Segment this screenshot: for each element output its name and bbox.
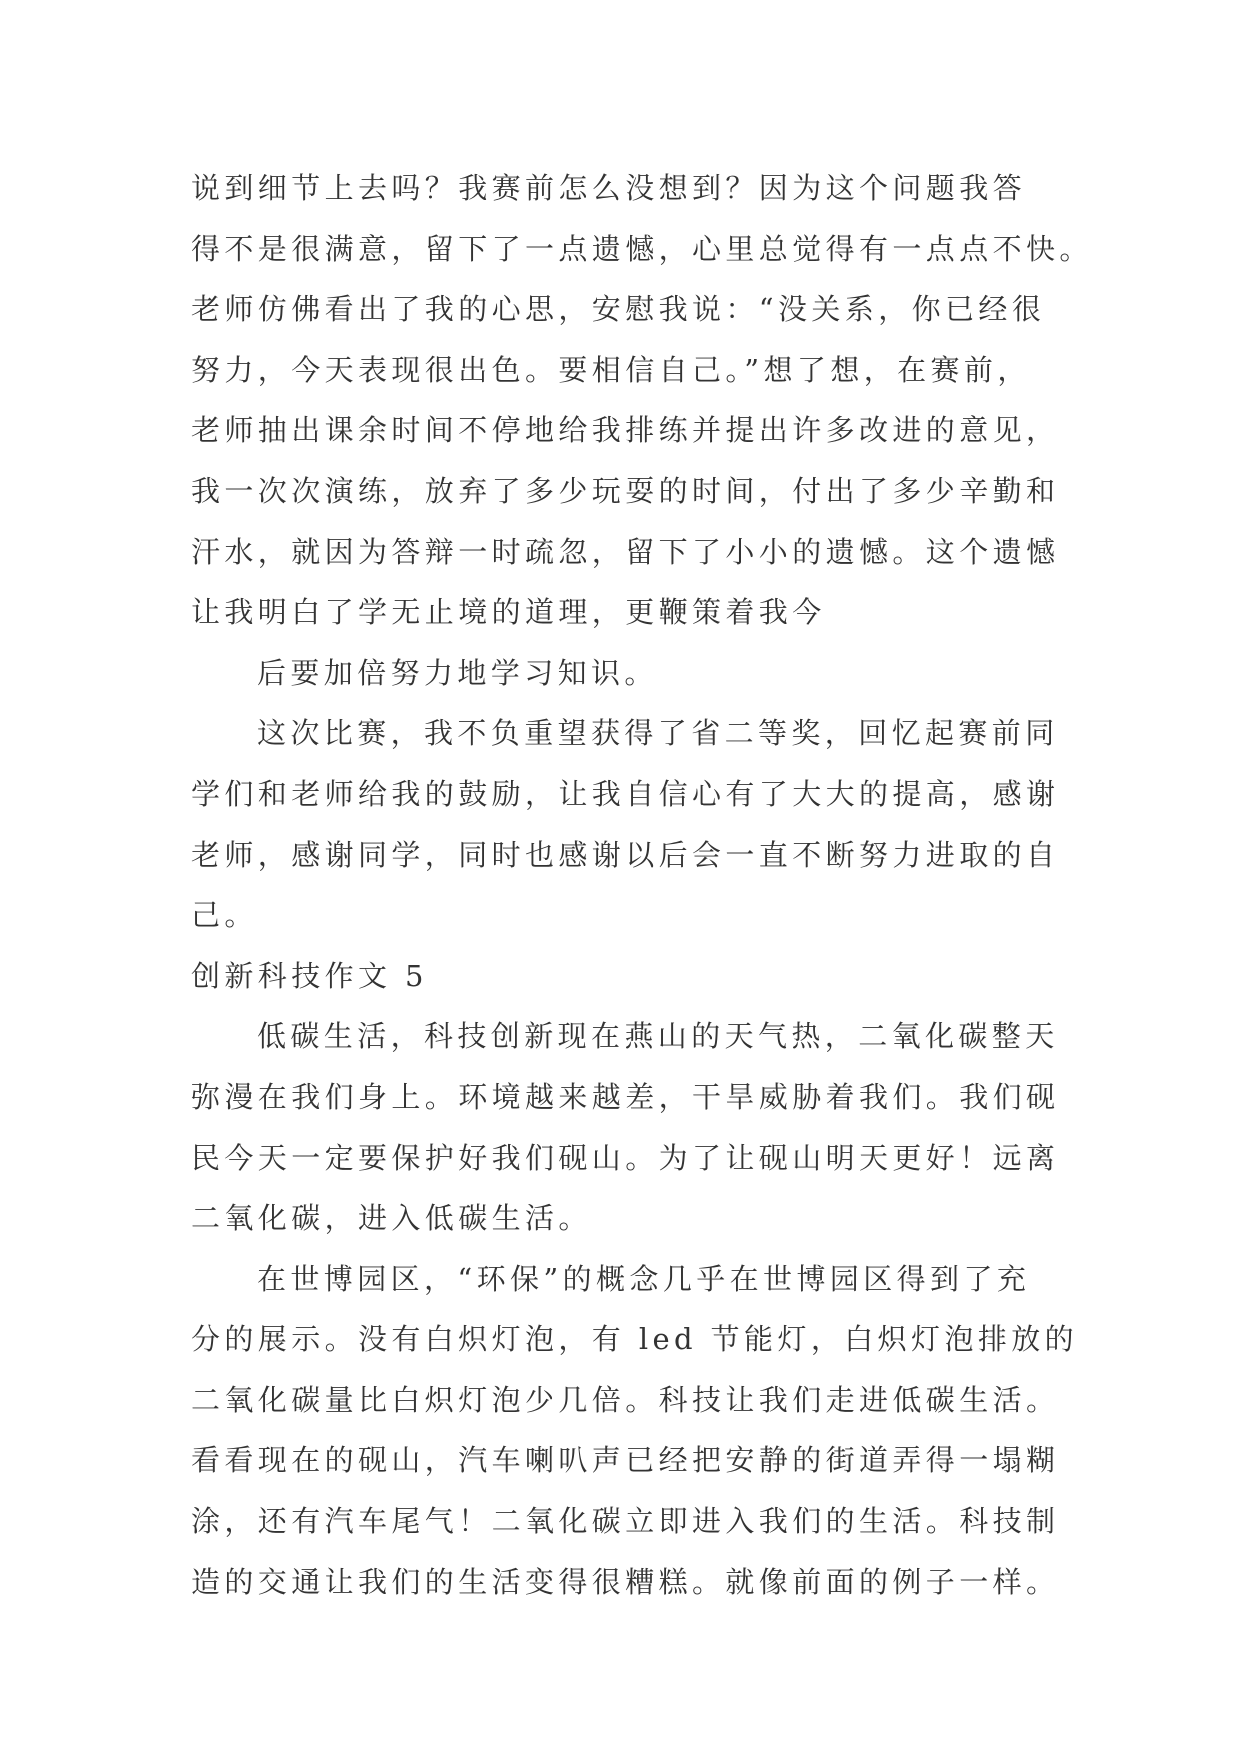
- text-line: 我一次次演练，放弃了多少玩耍的时间，付出了多少辛勤和: [191, 473, 1060, 508]
- text-line: 造的交通让我们的生活变得很糟糕。就像前面的例子一样。: [191, 1564, 1060, 1599]
- document-body: [191, 158, 1091, 1612]
- section-heading: 创新科技作文 5: [191, 958, 428, 993]
- text-line: 学们和老师给我的鼓励，让我自信心有了大大的提高，感谢: [191, 776, 1060, 811]
- text-line: 低碳生活，科技创新现在燕山的天气热，二氧化碳整天: [257, 1019, 1059, 1054]
- text-line: 涂，还有汽车尾气！二氧化碳立即进入我们的生活。科技制: [191, 1504, 1060, 1539]
- text-line: 分的展示。没有白炽灯泡，有 led 节能灯，白炽灯泡排放的: [191, 1322, 1079, 1357]
- text-line: 看看现在的砚山，汽车喇叭声已经把安静的街道弄得一塌糊: [191, 1443, 1060, 1478]
- text-line: 己。: [191, 898, 258, 933]
- text-line: 后要加倍努力地学习知识。: [257, 655, 658, 690]
- text-line: 老师抽出课余时间不停地给我排练并提出许多改进的意见，: [191, 413, 1060, 448]
- text-line: 民今天一定要保护好我们砚山。为了让砚山明天更好！远离: [191, 1140, 1060, 1175]
- text-line: 努力，今天表现很出色。要相信自己。”想了想，在赛前，: [191, 352, 1031, 387]
- text-line: 这次比赛，我不负重望获得了省二等奖，回忆起赛前同: [257, 716, 1059, 751]
- text-line: 二氧化碳量比白炽灯泡少几倍。科技让我们走进低碳生活。: [191, 1382, 1060, 1417]
- text-line: 弥漫在我们身上。环境越来越差，干旱威胁着我们。我们砚: [191, 1079, 1060, 1114]
- text-line: 汗水，就因为答辩一时疏忽，留下了小小的遗憾。这个遗憾: [191, 534, 1060, 569]
- text-line: 得不是很满意，留下了一点遗憾，心里总觉得有一点点不快。: [191, 231, 1093, 266]
- text-line: 在世博园区，“环保”的概念几乎在世博园区得到了充: [257, 1261, 1031, 1296]
- text-line: 让我明白了学无止境的道理，更鞭策着我今: [191, 595, 826, 630]
- text-line: 老师，感谢同学，同时也感谢以后会一直不断努力进取的自: [191, 837, 1060, 872]
- text-line: 老师仿佛看出了我的心思，安慰我说：“没关系，你已经很: [191, 292, 1046, 327]
- text-line: 说到细节上去吗？我赛前怎么没想到？因为这个问题我答: [191, 171, 1027, 205]
- text-line: 二氧化碳，进入低碳生活。: [191, 1201, 592, 1236]
